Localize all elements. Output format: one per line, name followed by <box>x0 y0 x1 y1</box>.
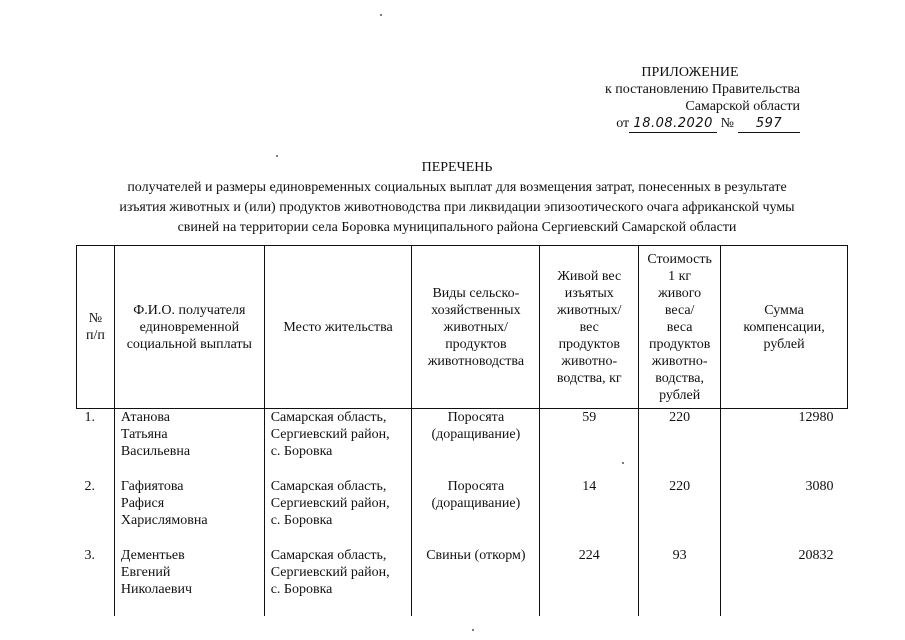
header-line: социальной выплаты <box>126 336 252 352</box>
residence-line: Сергиевский район, <box>270 496 390 511</box>
header-line: Ф.И.О. получателя <box>133 302 246 318</box>
appendix-line2: Самарской области <box>685 99 800 114</box>
price-per-kg: 220 <box>639 409 721 479</box>
header-weight <box>540 246 639 409</box>
header-line: животных/ <box>557 302 622 318</box>
appendix-line1: к постановлению Правительства <box>604 82 800 97</box>
residence-line: Самарская область, <box>270 548 387 563</box>
scan-speck <box>622 462 624 464</box>
header-place <box>264 246 412 409</box>
header-sum <box>721 246 848 409</box>
recipient-name-line: Дементьев <box>120 548 185 563</box>
from-label: от <box>616 116 630 131</box>
header-line: Сумма <box>764 302 804 318</box>
appendix-title: ПРИЛОЖЕНИЕ <box>641 65 739 80</box>
residence-line: Сергиевский район, <box>270 427 390 442</box>
header-line: Виды сельско- <box>432 285 520 301</box>
recipients-table <box>76 245 848 616</box>
header-line: продуктов <box>445 336 507 352</box>
live-weight: 14 <box>582 479 597 494</box>
animal-kind <box>412 547 540 616</box>
header-line: Живой вес <box>557 268 622 284</box>
compensation-sum: 20832 <box>798 548 834 563</box>
compensation-sum: 3080 <box>805 479 834 494</box>
header-line: № <box>88 311 103 326</box>
row-number: 3. <box>84 548 95 563</box>
header-line: единовременной <box>139 319 240 335</box>
scan-speck <box>472 629 474 631</box>
header-line: водства, кг <box>556 370 622 386</box>
recipient-name-line: Евгений <box>120 565 171 580</box>
residence-line: с. Боровка <box>270 513 333 528</box>
residence-line: с. Боровка <box>270 444 333 459</box>
row-number: 1. <box>84 410 95 425</box>
header-line: вес <box>579 319 599 335</box>
handwritten-number: 597 <box>738 115 800 133</box>
recipient-name-line: Татьяна <box>120 427 168 442</box>
header-line: животно- <box>651 353 708 369</box>
recipient-name-line: Харислямовна <box>120 513 208 528</box>
header-line: Место жительства <box>283 319 393 335</box>
animal-kind-line: (доращивание) <box>431 496 521 511</box>
header-line: Стоимость <box>647 251 712 267</box>
appendix-block <box>560 64 800 133</box>
header-line: животноводства <box>427 353 525 369</box>
title-line3: свиней на территории села Боровка муниципального района Сергиевский Самарской области <box>177 220 737 235</box>
row-number: 2. <box>84 479 95 494</box>
scan-speck <box>276 155 278 157</box>
header-line: рублей <box>659 387 701 403</box>
recipient-name <box>114 547 264 616</box>
header-line: изъятых <box>564 285 614 301</box>
residence <box>264 409 412 479</box>
recipient-name-line: Васильевна <box>120 444 191 459</box>
recipient-name-line: Рафися <box>120 496 165 511</box>
residence-line: Самарская область, <box>270 410 387 425</box>
document-title <box>62 158 852 238</box>
header-kind <box>412 246 540 409</box>
title-line1: получателей и размеры единовременных социальных выплат для возмещения затрат, понесенных в результате <box>127 180 787 195</box>
number-label: № <box>720 116 734 131</box>
header-line: продуктов <box>648 336 711 352</box>
live-weight: 224 <box>578 548 600 563</box>
residence <box>264 547 412 616</box>
header-line: водства, <box>655 370 705 386</box>
live-weight: 59 <box>582 410 597 425</box>
header-line: животных/ <box>443 319 509 335</box>
compensation-sum: 12980 <box>798 410 834 425</box>
header-line: веса/ <box>664 302 695 318</box>
residence <box>264 478 412 547</box>
recipient-name-line: Атанова <box>120 410 170 425</box>
scan-speck <box>380 14 382 16</box>
header-line: п/п <box>86 328 105 343</box>
handwritten-date: 18.08.2020 <box>629 115 717 133</box>
header-line: продуктов <box>558 336 620 352</box>
table-row <box>77 478 848 547</box>
header-line: живого <box>658 285 702 301</box>
residence-line: с. Боровка <box>270 582 333 597</box>
header-line: хозяйственных <box>431 302 521 318</box>
title-heading: ПЕРЕЧЕНЬ <box>421 160 493 175</box>
header-name <box>114 246 264 409</box>
residence-line: Сергиевский район, <box>270 565 390 580</box>
table-row <box>77 409 848 479</box>
header-num <box>77 246 115 409</box>
header-line: животно- <box>561 353 618 369</box>
table-row <box>77 547 848 616</box>
animal-kind-line: Поросята <box>447 410 505 425</box>
animal-kind-line: Поросята <box>447 479 505 494</box>
animal-kind <box>412 409 540 479</box>
animal-kind <box>412 478 540 547</box>
animal-kind-line: Свиньи (откорм) <box>426 548 526 563</box>
header-line: 1 кг <box>668 268 692 284</box>
price-per-kg: 93 <box>639 547 721 616</box>
recipient-name-line: Гафиятова <box>120 479 184 494</box>
residence-line: Самарская область, <box>270 479 387 494</box>
header-price <box>639 246 721 409</box>
recipient-name <box>114 478 264 547</box>
price-per-kg: 220 <box>639 478 721 547</box>
appendix-date-line <box>560 115 800 133</box>
title-line2: изъятия животных и (или) продуктов животноводства при ликвидации эпизоотического очага африканской чумы <box>119 200 795 215</box>
header-line: веса <box>666 319 693 335</box>
header-line: рублей <box>763 336 805 352</box>
recipient-name <box>114 409 264 479</box>
animal-kind-line: (доращивание) <box>431 427 521 442</box>
header-line: компенсации, <box>743 319 825 335</box>
header-row <box>77 246 848 409</box>
recipient-name-line: Николаевич <box>120 582 192 597</box>
